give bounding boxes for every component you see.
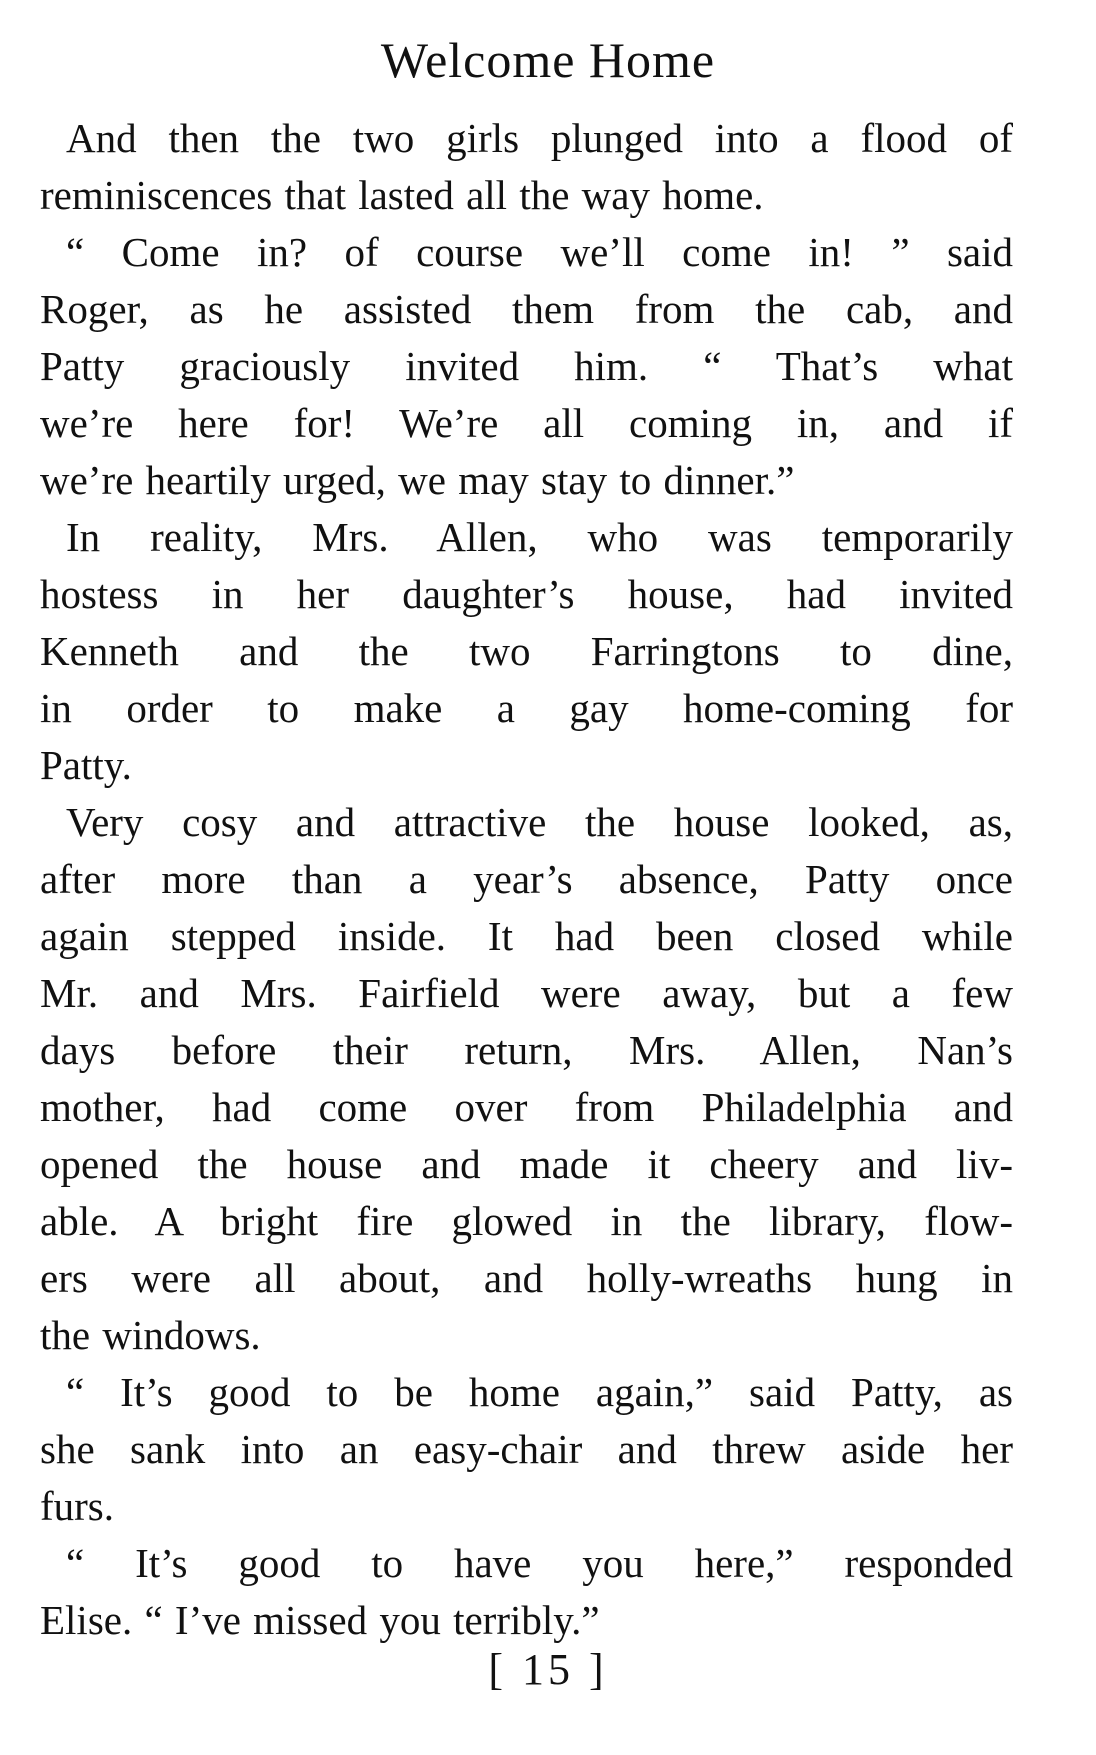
text-line: days before their return, Mrs. Allen, Nan’s: [40, 1027, 1013, 1073]
text-line: mother, had come over from Philadelphia and: [40, 1084, 1013, 1130]
body-text: [40, 110, 1013, 1649]
paragraph-4: [40, 794, 1013, 1364]
text-line: Very cosy and attractive the house looked, as,: [66, 799, 1013, 845]
paragraph-1: [40, 110, 1013, 224]
text-line: hostess in her daughter’s house, had invited: [40, 571, 1013, 617]
paragraph-3: [40, 509, 1013, 794]
text-line: we’re here for! We’re all coming in, and if: [40, 400, 1013, 446]
text-line: “ Come in? of course we’ll come in! ” said: [66, 229, 1013, 275]
text-line: “ It’s good to be home again,” said Patty, as: [66, 1369, 1013, 1415]
text-line: we’re heartily urged, we may stay to dinner.”: [40, 457, 795, 503]
text-line: in order to make a gay home-coming for: [40, 685, 1013, 731]
text-line: ers were all about, and holly-wreaths hung in: [40, 1255, 1013, 1301]
paragraph-5: [40, 1364, 1013, 1535]
text-line: after more than a year’s absence, Patty once: [40, 856, 1013, 902]
text-line: In reality, Mrs. Allen, who was temporarily: [66, 514, 1013, 560]
text-line: Mr. and Mrs. Fairfield were away, but a few: [40, 970, 1013, 1016]
text-line: able. A bright fire glowed in the library, flow-: [40, 1198, 1013, 1244]
text-line: reminiscences that lasted all the way home.: [40, 172, 764, 218]
text-line: the windows.: [40, 1312, 261, 1358]
text-line: “ It’s good to have you here,” responded: [66, 1540, 1013, 1586]
text-line: Kenneth and the two Farringtons to dine,: [40, 628, 1013, 674]
text-line: again stepped inside. It had been closed while: [40, 913, 1013, 959]
text-line: opened the house and made it cheery and liv-: [40, 1141, 1013, 1187]
text-line: Elise. “ I’ve missed you terribly.”: [40, 1597, 600, 1643]
running-head: Welcome Home: [380, 32, 716, 88]
text-line: Patty.: [40, 742, 132, 788]
paragraph-6: [40, 1535, 1013, 1649]
text-line: Roger, as he assisted them from the cab, and: [40, 286, 1013, 332]
paragraph-2: [40, 224, 1013, 509]
text-line: Patty graciously invited him. “ That’s what: [40, 343, 1013, 389]
text-line: furs.: [40, 1483, 115, 1529]
text-line: And then the two girls plunged into a flood of: [66, 115, 1013, 161]
text-line: she sank into an easy-chair and threw aside her: [40, 1426, 1013, 1472]
page-number: [ 15 ]: [488, 1645, 608, 1694]
